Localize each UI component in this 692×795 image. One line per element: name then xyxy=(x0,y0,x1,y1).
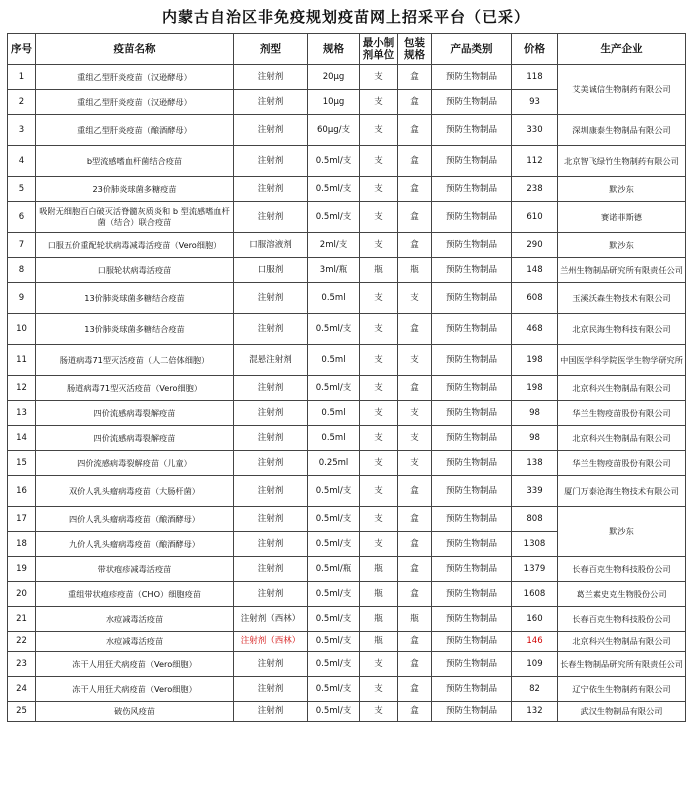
row-vaccine-name: 23价肺炎球菌多糖疫苗 xyxy=(36,177,234,202)
table-row xyxy=(8,702,686,722)
row-vaccine-name: 肠道病毒71型灭活疫苗（人二倍体细胞） xyxy=(36,345,234,376)
row-spec: 2ml/支 xyxy=(308,233,360,258)
row-price: 808 xyxy=(512,507,558,532)
table-row xyxy=(8,677,686,702)
row-spec: 0.5ml/支 xyxy=(308,476,360,507)
row-no: 11 xyxy=(8,345,36,376)
row-spec: 3ml/瓶 xyxy=(308,258,360,283)
row-price: 610 xyxy=(512,202,558,233)
row-price: 608 xyxy=(512,283,558,314)
row-price: 1608 xyxy=(512,582,558,607)
row-spec: 0.5ml/支 xyxy=(308,376,360,401)
row-min-unit: 支 xyxy=(360,677,398,702)
row-min-unit: 支 xyxy=(360,115,398,146)
table-row xyxy=(8,233,686,258)
row-vaccine-name: 双价人乳头瘤病毒疫苗（大肠杆菌） xyxy=(36,476,234,507)
row-no: 6 xyxy=(8,202,36,233)
row-manufacturer: 中国医学科学院医学生物学研究所 xyxy=(558,345,686,376)
header-category: 产品类别 xyxy=(432,34,512,65)
row-vaccine-name: 吸附无细胞百白破灭活脊髓灰质炎和 b 型流感嗜血杆菌（结合）联合疫苗 xyxy=(36,202,234,233)
row-manufacturer: 长春生物制品研究所有限责任公司 xyxy=(558,652,686,677)
row-min-unit: 支 xyxy=(360,233,398,258)
row-form: 注射剂 xyxy=(234,652,308,677)
row-no: 4 xyxy=(8,146,36,177)
row-form: 注射剂 xyxy=(234,426,308,451)
row-pack-spec: 支 xyxy=(398,283,432,314)
row-spec: 60μg/支 xyxy=(308,115,360,146)
vaccine-table xyxy=(7,33,686,722)
row-no: 9 xyxy=(8,283,36,314)
row-no: 3 xyxy=(8,115,36,146)
row-min-unit: 支 xyxy=(360,345,398,376)
header-price: 价格 xyxy=(512,34,558,65)
row-min-unit: 支 xyxy=(360,376,398,401)
row-category: 预防生物制品 xyxy=(432,345,512,376)
row-spec: 0.5ml/支 xyxy=(308,582,360,607)
row-form: 注射剂 xyxy=(234,314,308,345)
row-price: 198 xyxy=(512,345,558,376)
row-spec: 0.5ml/支 xyxy=(308,532,360,557)
row-pack-spec: 支 xyxy=(398,426,432,451)
row-form: 口服溶液剂 xyxy=(234,233,308,258)
row-no: 5 xyxy=(8,177,36,202)
row-pack-spec: 支 xyxy=(398,345,432,376)
table-row xyxy=(8,426,686,451)
row-spec: 0.5ml/支 xyxy=(308,177,360,202)
row-vaccine-name: 带状疱疹减毒活疫苗 xyxy=(36,557,234,582)
row-pack-spec: 盒 xyxy=(398,65,432,90)
row-no: 22 xyxy=(8,632,36,652)
row-form: 注射剂 xyxy=(234,283,308,314)
row-min-unit: 支 xyxy=(360,146,398,177)
row-vaccine-name: 水痘减毒活疫苗 xyxy=(36,632,234,652)
row-manufacturer: 北京民海生物科技有限公司 xyxy=(558,314,686,345)
row-spec: 0.25ml xyxy=(308,451,360,476)
row-price: 98 xyxy=(512,401,558,426)
table-row xyxy=(8,376,686,401)
row-price: 109 xyxy=(512,652,558,677)
row-manufacturer: 赛诺菲斯德 xyxy=(558,202,686,233)
row-min-unit: 支 xyxy=(360,451,398,476)
row-pack-spec: 盒 xyxy=(398,582,432,607)
row-price: 82 xyxy=(512,677,558,702)
table-row xyxy=(8,202,686,233)
row-no: 24 xyxy=(8,677,36,702)
row-pack-spec: 盒 xyxy=(398,146,432,177)
row-pack-spec: 盒 xyxy=(398,376,432,401)
row-form: 注射剂 xyxy=(234,146,308,177)
row-pack-spec: 盒 xyxy=(398,115,432,146)
row-form: 注射剂 xyxy=(234,65,308,90)
row-form: 注射剂 xyxy=(234,401,308,426)
row-price: 148 xyxy=(512,258,558,283)
row-price: 112 xyxy=(512,146,558,177)
row-pack-spec: 盒 xyxy=(398,532,432,557)
row-no: 10 xyxy=(8,314,36,345)
row-category: 预防生物制品 xyxy=(432,65,512,90)
row-pack-spec: 盒 xyxy=(398,677,432,702)
row-category: 预防生物制品 xyxy=(432,202,512,233)
row-form: 注射剂 xyxy=(234,476,308,507)
row-manufacturer: 长春百克生物科技股份公司 xyxy=(558,557,686,582)
row-vaccine-name: b型流感嗜血杆菌结合疫苗 xyxy=(36,146,234,177)
row-category: 预防生物制品 xyxy=(432,376,512,401)
row-form: 注射剂 xyxy=(234,115,308,146)
row-no: 18 xyxy=(8,532,36,557)
row-no: 15 xyxy=(8,451,36,476)
row-form: 注射剂（西林） xyxy=(234,607,308,632)
row-min-unit: 支 xyxy=(360,507,398,532)
row-category: 预防生物制品 xyxy=(432,283,512,314)
row-price: 1379 xyxy=(512,557,558,582)
header-min-unit: 最小制剂单位 xyxy=(360,34,398,65)
row-spec: 0.5ml/支 xyxy=(308,607,360,632)
row-spec: 0.5ml/支 xyxy=(308,507,360,532)
row-category: 预防生物制品 xyxy=(432,451,512,476)
row-no: 19 xyxy=(8,557,36,582)
row-vaccine-name: 四价流感病毒裂解疫苗（儿童） xyxy=(36,451,234,476)
row-spec: 0.5ml xyxy=(308,345,360,376)
row-manufacturer: 华兰生物疫苗股份有限公司 xyxy=(558,401,686,426)
row-spec: 10μg xyxy=(308,90,360,115)
row-no: 12 xyxy=(8,376,36,401)
row-manufacturer: 北京科兴生物制品有限公司 xyxy=(558,376,686,401)
row-spec: 0.5ml/支 xyxy=(308,702,360,722)
row-form: 注射剂 xyxy=(234,451,308,476)
row-min-unit: 支 xyxy=(360,532,398,557)
row-form: 注射剂 xyxy=(234,507,308,532)
row-vaccine-name: 重组带状疱疹疫苗（CHO）细胞疫苗 xyxy=(36,582,234,607)
row-manufacturer: 葛兰素史克生物股份公司 xyxy=(558,582,686,607)
row-pack-spec: 盒 xyxy=(398,557,432,582)
row-min-unit: 支 xyxy=(360,652,398,677)
row-form: 注射剂 xyxy=(234,202,308,233)
row-no: 16 xyxy=(8,476,36,507)
row-no: 23 xyxy=(8,652,36,677)
row-manufacturer: 武汉生物制品有限公司 xyxy=(558,702,686,722)
row-price: 146 xyxy=(512,632,558,652)
row-spec: 0.5ml xyxy=(308,283,360,314)
header-pack-spec: 包装规格 xyxy=(398,34,432,65)
header-spec: 规格 xyxy=(308,34,360,65)
row-price: 138 xyxy=(512,451,558,476)
row-price: 118 xyxy=(512,65,558,90)
row-vaccine-name: 四价人乳头瘤病毒疫苗（酿酒酵母） xyxy=(36,507,234,532)
header-name: 疫苗名称 xyxy=(36,34,234,65)
row-category: 预防生物制品 xyxy=(432,233,512,258)
row-min-unit: 支 xyxy=(360,283,398,314)
row-min-unit: 支 xyxy=(360,476,398,507)
row-no: 17 xyxy=(8,507,36,532)
row-no: 2 xyxy=(8,90,36,115)
table-row xyxy=(8,314,686,345)
row-form: 注射剂 xyxy=(234,582,308,607)
row-spec: 20μg xyxy=(308,65,360,90)
row-pack-spec: 盒 xyxy=(398,233,432,258)
row-category: 预防生物制品 xyxy=(432,115,512,146)
row-category: 预防生物制品 xyxy=(432,146,512,177)
row-pack-spec: 瓶 xyxy=(398,607,432,632)
header-manufacturer: 生产企业 xyxy=(558,34,686,65)
row-no: 25 xyxy=(8,702,36,722)
header-form: 剂型 xyxy=(234,34,308,65)
row-vaccine-name: 13价肺炎球菌多糖结合疫苗 xyxy=(36,314,234,345)
row-pack-spec: 支 xyxy=(398,451,432,476)
row-min-unit: 瓶 xyxy=(360,607,398,632)
row-manufacturer: 默沙东 xyxy=(558,233,686,258)
row-form: 注射剂 xyxy=(234,376,308,401)
row-spec: 0.5ml/支 xyxy=(308,652,360,677)
row-form: 注射剂 xyxy=(234,532,308,557)
row-category: 预防生物制品 xyxy=(432,507,512,532)
row-manufacturer: 兰州生物制品研究所有限责任公司 xyxy=(558,258,686,283)
row-form: 注射剂 xyxy=(234,702,308,722)
row-manufacturer: 默沙东 xyxy=(558,177,686,202)
row-min-unit: 支 xyxy=(360,90,398,115)
table-row xyxy=(8,115,686,146)
row-manufacturer: 深圳康泰生物制品有限公司 xyxy=(558,115,686,146)
row-min-unit: 支 xyxy=(360,202,398,233)
row-spec: 0.5ml/支 xyxy=(308,632,360,652)
row-vaccine-name: 水痘减毒活疫苗 xyxy=(36,607,234,632)
table-row xyxy=(8,451,686,476)
row-vaccine-name: 口服轮状病毒活疫苗 xyxy=(36,258,234,283)
row-vaccine-name: 重组乙型肝炎疫苗（汉逊酵母） xyxy=(36,65,234,90)
row-price: 238 xyxy=(512,177,558,202)
row-manufacturer: 华兰生物疫苗股份有限公司 xyxy=(558,451,686,476)
table-row xyxy=(8,652,686,677)
row-price: 290 xyxy=(512,233,558,258)
row-min-unit: 支 xyxy=(360,426,398,451)
row-spec: 0.5ml/支 xyxy=(308,314,360,345)
row-no: 1 xyxy=(8,65,36,90)
table-row xyxy=(8,401,686,426)
table-row xyxy=(8,582,686,607)
row-pack-spec: 盒 xyxy=(398,632,432,652)
row-form: 注射剂 xyxy=(234,90,308,115)
row-min-unit: 支 xyxy=(360,314,398,345)
row-form: 注射剂 xyxy=(234,177,308,202)
row-no: 14 xyxy=(8,426,36,451)
row-category: 预防生物制品 xyxy=(432,652,512,677)
row-no: 8 xyxy=(8,258,36,283)
table-row xyxy=(8,345,686,376)
table-row xyxy=(8,557,686,582)
row-vaccine-name: 重组乙型肝炎疫苗（汉逊酵母） xyxy=(36,90,234,115)
row-no: 13 xyxy=(8,401,36,426)
row-min-unit: 支 xyxy=(360,177,398,202)
row-pack-spec: 盒 xyxy=(398,314,432,345)
row-spec: 0.5ml/瓶 xyxy=(308,557,360,582)
row-manufacturer: 长春百克生物科技股份公司 xyxy=(558,607,686,632)
row-category: 预防生物制品 xyxy=(432,90,512,115)
row-pack-spec: 盒 xyxy=(398,90,432,115)
row-category: 预防生物制品 xyxy=(432,258,512,283)
row-category: 预防生物制品 xyxy=(432,426,512,451)
row-pack-spec: 盒 xyxy=(398,177,432,202)
table-row xyxy=(8,476,686,507)
page-title: 内蒙古自治区非免疫规划疫苗网上招采平台（已采） xyxy=(161,8,530,26)
row-category: 预防生物制品 xyxy=(432,677,512,702)
row-min-unit: 瓶 xyxy=(360,258,398,283)
row-form: 注射剂 xyxy=(234,677,308,702)
row-min-unit: 瓶 xyxy=(360,582,398,607)
row-pack-spec: 盒 xyxy=(398,702,432,722)
row-form: 注射剂（西林） xyxy=(234,632,308,652)
row-manufacturer: 厦门万泰沧海生物技术有限公司 xyxy=(558,476,686,507)
header-no: 序号 xyxy=(8,34,36,65)
row-vaccine-name: 重组乙型肝炎疫苗（酿酒酵母） xyxy=(36,115,234,146)
row-form: 注射剂 xyxy=(234,557,308,582)
row-price: 93 xyxy=(512,90,558,115)
row-manufacturer: 北京科兴生物制品有限公司 xyxy=(558,426,686,451)
table-row xyxy=(8,146,686,177)
row-price: 1308 xyxy=(512,532,558,557)
row-spec: 0.5ml/支 xyxy=(308,677,360,702)
row-manufacturer: 北京智飞绿竹生物制药有限公司 xyxy=(558,146,686,177)
row-category: 预防生物制品 xyxy=(432,532,512,557)
row-pack-spec: 支 xyxy=(398,401,432,426)
row-price: 468 xyxy=(512,314,558,345)
row-vaccine-name: 四价流感病毒裂解疫苗 xyxy=(36,401,234,426)
row-vaccine-name: 冻干人用狂犬病疫苗（Vero细胞） xyxy=(36,652,234,677)
row-category: 预防生物制品 xyxy=(432,607,512,632)
row-min-unit: 瓶 xyxy=(360,557,398,582)
row-category: 预防生物制品 xyxy=(432,582,512,607)
row-price: 160 xyxy=(512,607,558,632)
row-price: 330 xyxy=(512,115,558,146)
row-vaccine-name: 破伤风疫苗 xyxy=(36,702,234,722)
row-spec: 0.5ml/支 xyxy=(308,146,360,177)
row-manufacturer: 辽宁依生生物制药有限公司 xyxy=(558,677,686,702)
row-category: 预防生物制品 xyxy=(432,314,512,345)
table-row xyxy=(8,507,686,532)
row-pack-spec: 盒 xyxy=(398,476,432,507)
row-pack-spec: 盒 xyxy=(398,507,432,532)
row-vaccine-name: 口服五价重配轮状病毒减毒活疫苗（Vero细胞） xyxy=(36,233,234,258)
row-vaccine-name: 九价人乳头瘤病毒疫苗（酿酒酵母） xyxy=(36,532,234,557)
row-min-unit: 支 xyxy=(360,401,398,426)
row-spec: 0.5ml xyxy=(308,401,360,426)
table-header-row xyxy=(8,34,686,65)
row-min-unit: 支 xyxy=(360,65,398,90)
table-row xyxy=(8,632,686,652)
table-row xyxy=(8,283,686,314)
row-price: 132 xyxy=(512,702,558,722)
row-spec: 0.5ml/支 xyxy=(308,202,360,233)
row-vaccine-name: 冻干人用狂犬病疫苗（Vero细胞） xyxy=(36,677,234,702)
row-category: 预防生物制品 xyxy=(432,702,512,722)
table-row xyxy=(8,177,686,202)
row-category: 预防生物制品 xyxy=(432,632,512,652)
row-category: 预防生物制品 xyxy=(432,401,512,426)
row-manufacturer: 玉溪沃森生物技术有限公司 xyxy=(558,283,686,314)
row-vaccine-name: 四价流感病毒裂解疫苗 xyxy=(36,426,234,451)
row-pack-spec: 盒 xyxy=(398,652,432,677)
row-no: 7 xyxy=(8,233,36,258)
table-row xyxy=(8,258,686,283)
row-pack-spec: 盒 xyxy=(398,202,432,233)
row-price: 339 xyxy=(512,476,558,507)
row-category: 预防生物制品 xyxy=(432,476,512,507)
row-no: 21 xyxy=(8,607,36,632)
table-row xyxy=(8,65,686,90)
row-category: 预防生物制品 xyxy=(432,557,512,582)
table-row xyxy=(8,607,686,632)
row-form: 口服剂 xyxy=(234,258,308,283)
row-pack-spec: 瓶 xyxy=(398,258,432,283)
row-min-unit: 支 xyxy=(360,702,398,722)
row-min-unit: 瓶 xyxy=(360,632,398,652)
row-vaccine-name: 13价肺炎球菌多糖结合疫苗 xyxy=(36,283,234,314)
row-vaccine-name: 肠道病毒71型灭活疫苗（Vero细胞） xyxy=(36,376,234,401)
row-manufacturer: 艾美诚信生物制药有限公司 xyxy=(558,65,686,115)
row-form: 混悬注射剂 xyxy=(234,345,308,376)
row-price: 98 xyxy=(512,426,558,451)
row-category: 预防生物制品 xyxy=(432,177,512,202)
row-spec: 0.5ml xyxy=(308,426,360,451)
row-manufacturer: 北京科兴生物制品有限公司 xyxy=(558,632,686,652)
row-price: 198 xyxy=(512,376,558,401)
row-manufacturer: 默沙东 xyxy=(558,507,686,557)
row-no: 20 xyxy=(8,582,36,607)
